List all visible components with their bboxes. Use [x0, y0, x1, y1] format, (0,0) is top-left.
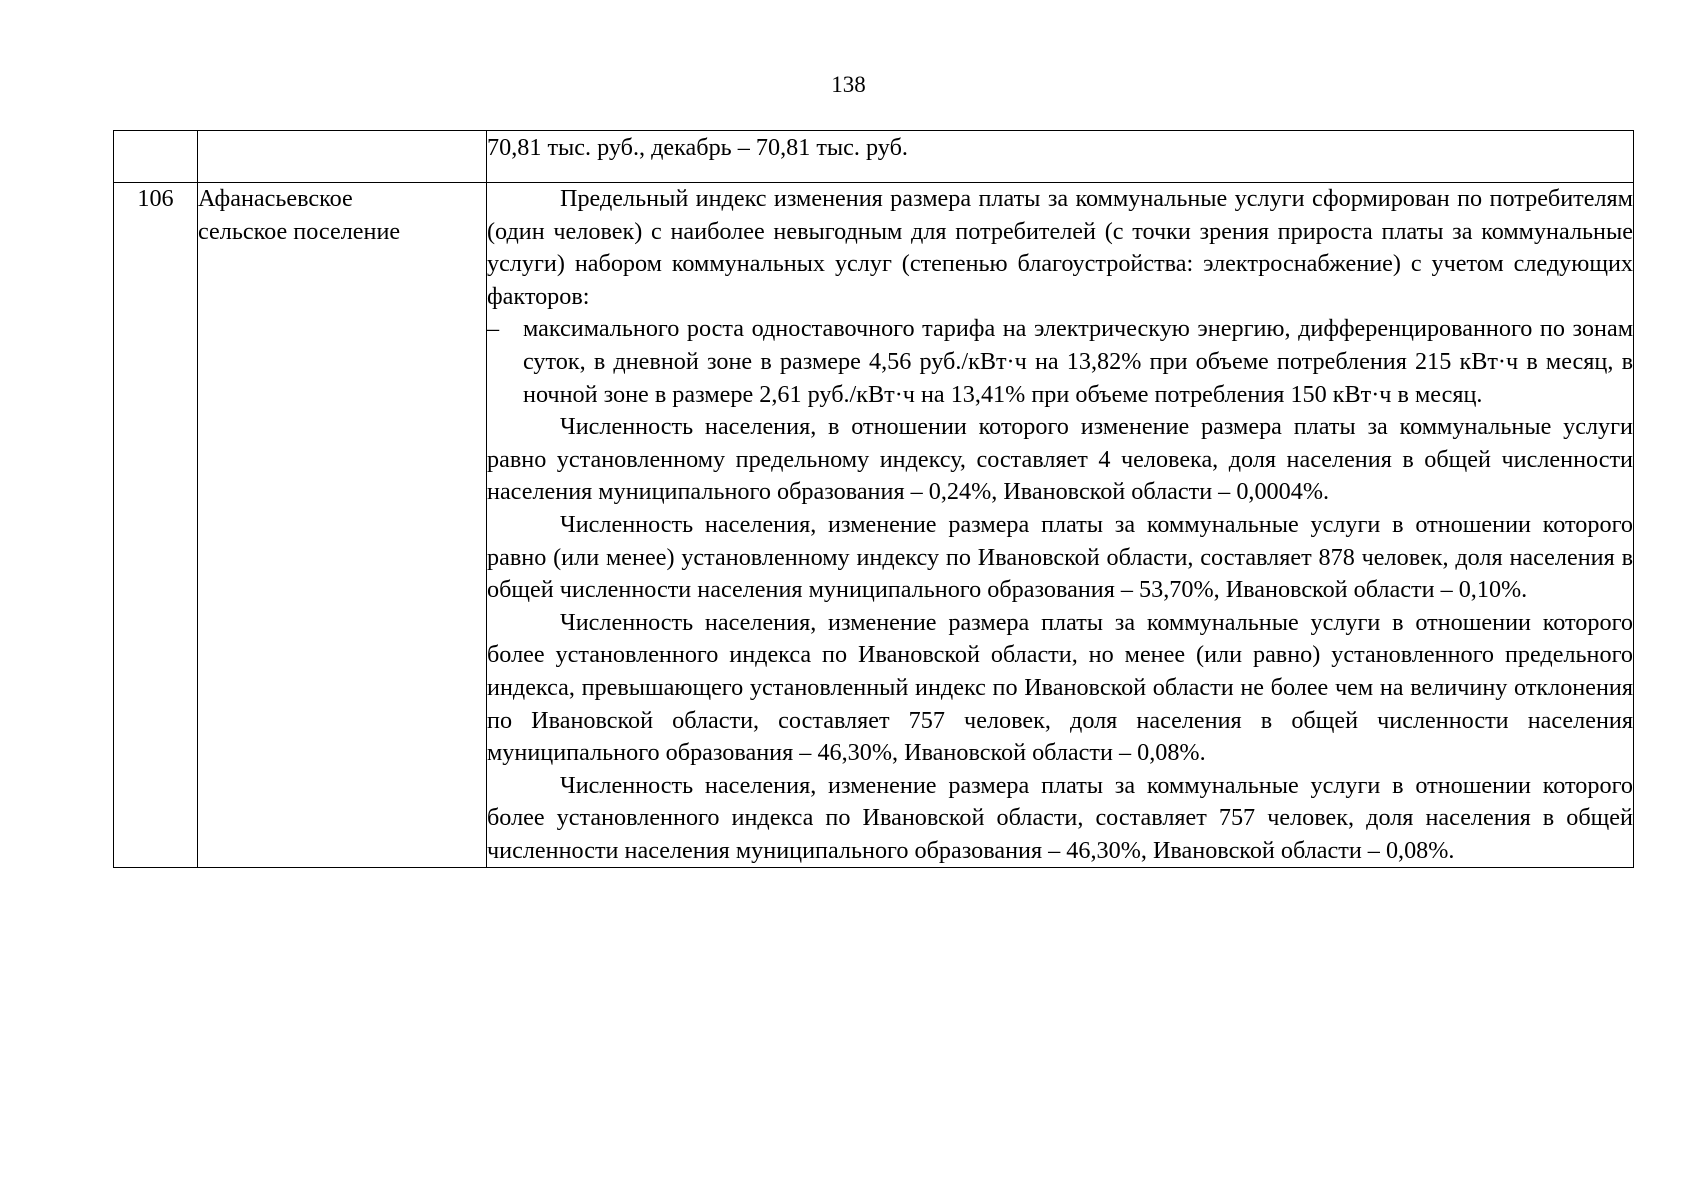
- table-row-106: [114, 183, 1634, 868]
- row-number-cell: [114, 131, 198, 183]
- settlement-name-line-2: сельское поселение: [198, 217, 401, 245]
- paragraph-population-above-index: Численность населения, изменение размера платы за коммунальные услуги в отношении которого более установленного индекса по Ивановской области, составляет 757 человек, доля населения в общей численности населения муниципального образования – 46,30%, Ивановской области – 0,08%.: [487, 771, 1633, 864]
- paragraph-population-equal-limit: Численность населения, в отношении которого изменение размера платы за коммунальные услуги равно установленному предельному индексу, составляет 4 человека, доля населения в общей численности населения муниципального образования – 0,24%, Ивановской области – 0,0004%.: [487, 413, 1633, 506]
- settlement-name-cell: [198, 131, 487, 183]
- document-table: [113, 130, 1634, 868]
- paragraph-population-below-index: Численность населения, изменение размера платы за коммунальные услуги в отношении которого равно (или менее) установленному индексу по Ивановской области, составляет 878 человек, доля населения в общей численности населения муниципального образования – 53,70%, Ивановской области – 0,10%.: [487, 510, 1633, 604]
- row-number-cell: 106: [114, 183, 198, 868]
- paragraph-population-between-indexes: Численность населения, изменение размера платы за коммунальные услуги в отношении которого более установленного индекса по Ивановской области, но менее (или равно) установленного предельного индекса, превышающего установленный индекс по Ивановской области не более чем на величину отклонения по Ивановской области, составляет 757 человек, доля населения в общей численности населения муниципального образования – 46,30%, Ивановской области – 0,08%.: [487, 608, 1633, 767]
- content-cell: [487, 131, 1634, 183]
- paragraph-index-formation: Предельный индекс изменения размера платы за коммунальные услуги сформирован по потребителям (один человек) с наиболее невыгодным для потребителей (с точки зрения прироста платы за коммунальные услуги) набором коммунальных услуг (степенью благоустройства: электроснабжение) с учетом следующих факторов:: [487, 185, 1633, 310]
- continuation-text: 70,81 тыс. руб., декабрь – 70,81 тыс. руб.: [487, 134, 908, 161]
- bullet-item-tariff-growth: [487, 313, 1633, 411]
- table-row-continuation: [114, 131, 1634, 183]
- settlement-name-line-1: Афанасьевское: [198, 185, 353, 212]
- bullet-dash: –: [487, 315, 500, 343]
- page-number: 138: [831, 72, 866, 97]
- bullet-text: максимального роста одноставочного тарифа на электрическую энергию, дифференцированного по зонам суток, в дневной зоне в размере 4,56 руб./кВт·ч на 13,82% при объеме потребления 215 кВт·ч в месяц, в ночной зоне в размере 2,61 руб./кВт·ч на 13,41% при объеме потребления 150 кВт·ч в месяц.: [523, 315, 1633, 408]
- content-cell: [487, 183, 1634, 868]
- settlement-name-cell: [198, 183, 487, 868]
